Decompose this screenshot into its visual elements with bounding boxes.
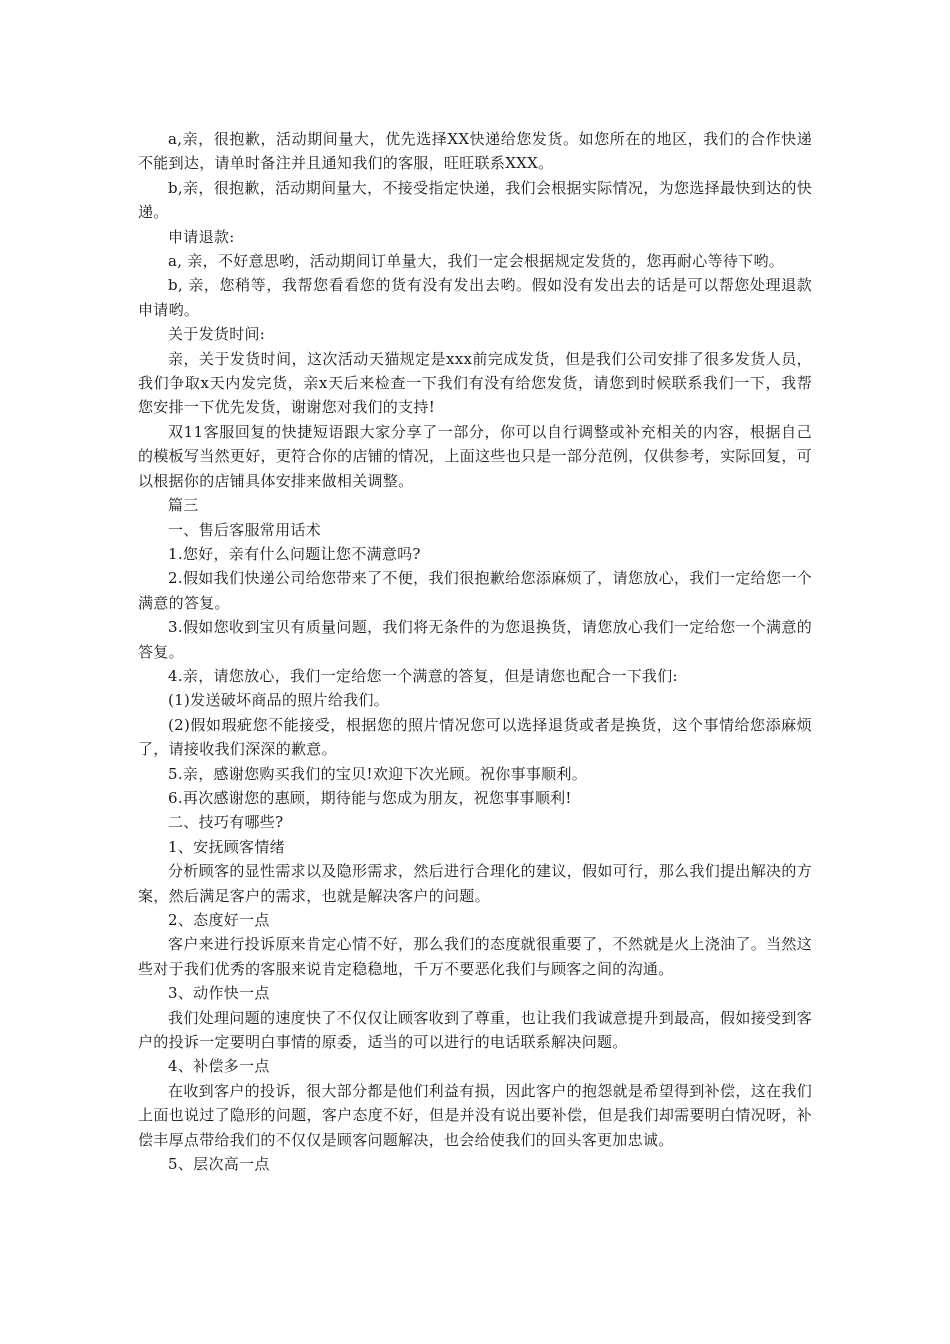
paragraph-good-attitude: 客户来进行投诉原来肯定心情不好，那么我们的态度就很重要了，不然就是火上浇油了。当然这些对于我们优秀的客服来说肯定稳稳地，千万不要恶化我们与顾客之间的沟通。: [138, 935, 812, 978]
sub-list-item-1: (1)发送破坏商品的照片给我们。: [168, 691, 390, 710]
list-item-3: 3.假如您收到宝贝有质量问题，我们将无条件的为您退换货，请您放心我们一定给您一个满意的答复。: [138, 618, 812, 661]
heading-techniques: 二、技巧有哪些?: [168, 813, 284, 832]
list-item-4: 4.亲，请您放心，我们一定给您一个满意的答复，但是请您也配合一下我们:: [168, 666, 678, 685]
heading-shipping-time: 关于发货时间:: [168, 325, 266, 344]
heading-refund: 申请退款:: [168, 227, 235, 246]
paragraph-summary: 双11客服回复的快捷短语跟大家分享了一部分，你可以自行调整或补充相关的内容，根据自己的模板写当然更好，更符合你的店铺的情况，上面这些也只是一部分范例，仅供参考，实际回复，可以根据你的店铺具体安排来做相关调整。: [138, 422, 812, 490]
paragraph-courier-option-a: a,亲，很抱歉，活动期间量大，优先选择XX快递给您发货。如您所在的地区，我们的合作快递不能到达，请单时备注并且通知我们的客服，旺旺联系XXX。: [138, 130, 812, 173]
paragraph-shipping-time: 亲，关于发货时间，这次活动天猫规定是xxx前完成发货，但是我们公司安排了很多发货人员，我们争取x天内发完货，亲x天后来检查一下我们有没有给您发货，请您到时候联系我们一下，我帮您安排一下优先发货，谢谢您对我们的支持!: [138, 349, 812, 417]
subheading-act-fast: 3、动作快一点: [168, 984, 270, 1003]
list-item-1: 1.您好，亲有什么问题让您不满意吗?: [168, 544, 421, 563]
paragraph-act-fast: 我们处理问题的速度快了不仅仅让顾客收到了尊重，也让我们我诚意提升到最高，假如接受到客户的投诉一定要明白事情的原委，适当的可以进行的电话联系解决问题。: [138, 1008, 812, 1052]
subheading-higher-level: 5、层次高一点: [168, 1155, 270, 1174]
paragraph-refund-b: b, 亲，您稍等，我帮您看看您的货有没有发出去哟。假如没有发出去的话是可以帮您处理退款申请哟。: [138, 276, 812, 319]
sub-list-item-2: (2)假如瑕疵您不能接受，根据您的照片情况您可以选择退货或者是换货，这个事情给您添麻烦了，请接收我们深深的歉意。: [138, 715, 812, 759]
section-title-part-three: 篇三: [168, 496, 199, 515]
list-item-6: 6.再次感谢您的惠顾，期待能与您成为朋友，祝您事事顺利!: [168, 788, 572, 807]
paragraph-compensate-more: 在收到客户的投诉，很大部分都是他们利益有损，因此客户的抱怨就是希望得到补偿，这在我们上面也说过了隐形的问题，客户态度不好，但是并没有说出要补偿，但是我们却需要明白情况呀，补偿丰厚点带给我们的不仅仅是顾客问题解决，也会给使我们的回头客更加忠诚。: [138, 1081, 812, 1149]
list-item-2: 2.假如我们快递公司给您带来了不便，我们很抱歉给您添麻烦了，请您放心，我们一定给您一个满意的答复。: [138, 569, 812, 612]
subheading-compensate-more: 4、补偿多一点: [168, 1057, 270, 1076]
subheading-calm-customer: 1、安抚顾客情绪: [168, 837, 285, 856]
paragraph-refund-a: a, 亲，不好意思哟，活动期间订单量大，我们一定会根据规定发货的，您再耐心等待下哟。: [168, 252, 785, 271]
paragraph-calm-customer: 分析顾客的显性需求以及隐形需求，然后进行合理化的建议，假如可行，那么我们提出解决的方案，然后满足客户的需求，也就是解决客户的问题。: [138, 862, 812, 905]
subheading-good-attitude: 2、态度好一点: [168, 911, 270, 929]
document-body: [138, 127, 812, 1176]
heading-after-sales-scripts: 一、售后客服常用话术: [168, 520, 322, 539]
list-item-5: 5.亲，感谢您购买我们的宝贝!欢迎下次光顾。祝你事事顺利。: [168, 764, 588, 783]
paragraph-courier-option-b: b,亲，很抱歉，活动期间量大，不接受指定快递，我们会根据实际情况，为您选择最快到达的快递。: [138, 178, 812, 222]
